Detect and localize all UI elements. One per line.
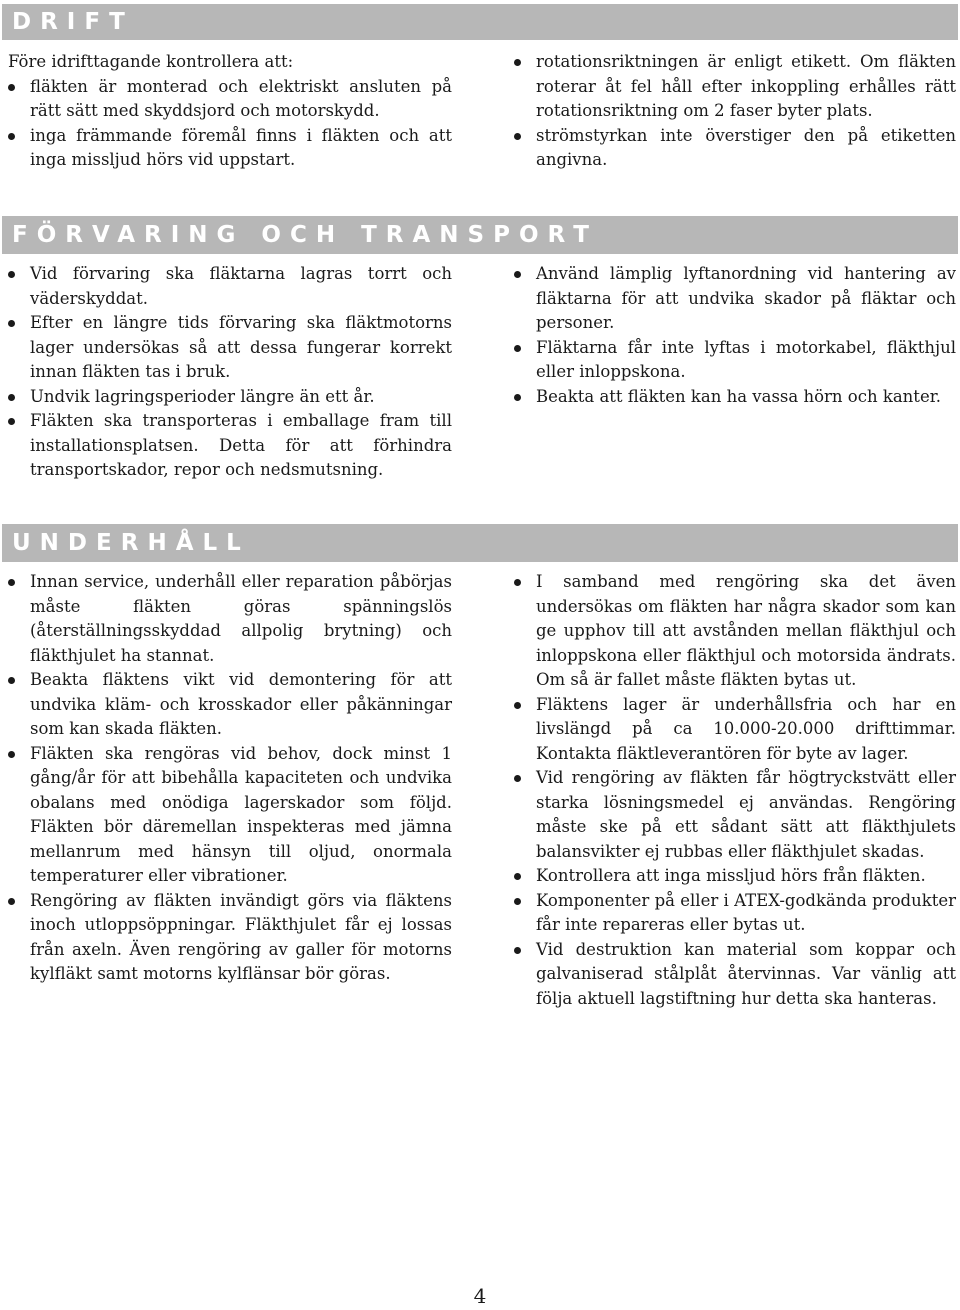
list-item: Fläktarna får inte lyftas i motorkabel, fläkthjul eller inloppskona. bbox=[514, 336, 956, 385]
forvaring-left-list bbox=[8, 262, 452, 483]
list-item: strömstyrkan inte överstiger den på etiketten angivna. bbox=[514, 124, 956, 173]
drift-intro: Före idrifttagande kontrollera att: bbox=[8, 52, 294, 71]
drift-left-column bbox=[8, 50, 452, 173]
list-item: Efter en längre tids förvaring ska fläktmotorns lager undersökas så att dessa fungerar korrekt innan fläkten tas i bruk. bbox=[8, 311, 452, 385]
section-header-forvaring: FÖRVARING OCH TRANSPORT bbox=[2, 216, 958, 254]
list-item: Fläkten ska transporteras i emballage fram till installationsplatsen. Detta för att förhindra transportskador, repor och nedsmutsning. bbox=[8, 409, 452, 483]
list-item: Vid destruktion kan material som koppar och galvaniserad stålplåt återvinnas. Var vänlig att följa aktuell lagstiftning hur detta ska hanteras. bbox=[514, 938, 956, 1012]
underhall-left-list bbox=[8, 570, 452, 987]
list-item: I samband med rengöring ska det även undersökas om fläkten har några skador som kan ge upphov till att avstånden mellan fläkthjul och inloppskona eller fläkthjul och motorsida ändrats. Om så är fallet måste fläkten bytas ut. bbox=[514, 570, 956, 693]
list-item: Vid rengöring av fläkten får högtryckstvätt eller starka lösningsmedel ej användas. Rengöring måste ske på ett sådant sätt att fläkthjulets balansvikter ej rubbas eller fläkthjulet skadas. bbox=[514, 766, 956, 864]
list-item: fläkten är monterad och elektriskt ansluten på rätt sätt med skyddsjord och motorskydd. bbox=[8, 75, 452, 124]
forvaring-right-list bbox=[514, 262, 956, 409]
list-item: Rengöring av fläkten invändigt görs via fläktens inoch utloppsöppningar. Fläkthjulet får ej lossas från axeln. Även rengöring av galler för motorns kylfläkt samt motorns kylflänsar bör göras. bbox=[8, 889, 452, 987]
underhall-right-list bbox=[514, 570, 956, 1011]
list-item: Använd lämplig lyftanordning vid hantering av fläktarna för att undvika skador på fläktar och personer. bbox=[514, 262, 956, 336]
page-number: 4 bbox=[473, 1284, 487, 1308]
list-item: Beakta fläktens vikt vid demontering för att undvika kläm- och krosskador eller påkänningar som kan skada fläkten. bbox=[8, 668, 452, 742]
list-item: Fläkten ska rengöras vid behov, dock minst 1 gång/år för att bibehålla kapaciteten och undvika obalans med onödiga lagerskador som följd. Fläkten bör däremellan inspekteras med jämna mellanrum med hänsyn till oljud, onormala temperaturer eller vibrationer. bbox=[8, 742, 452, 889]
list-item: Beakta att fläkten kan ha vassa hörn och kanter. bbox=[514, 385, 956, 410]
drift-right-column bbox=[514, 50, 956, 173]
list-item: rotationsriktningen är enligt etikett. Om fläkten roterar åt fel håll efter inkoppling erhålles rätt rotationsriktning om 2 faser byter plats. bbox=[514, 50, 956, 124]
section-header-underhall: UNDERHÅLL bbox=[2, 524, 958, 562]
list-item: inga främmande föremål finns i fläkten och att inga missljud hörs vid uppstart. bbox=[8, 124, 452, 173]
drift-left-list bbox=[8, 75, 452, 173]
drift-right-list bbox=[514, 50, 956, 173]
list-item: Innan service, underhåll eller reparation påbörjas måste fläkten göras spänningslös (återställningsskyddad allpolig brytning) och fläkthjulet ha stannat. bbox=[8, 570, 452, 668]
forvaring-right-column bbox=[514, 262, 956, 409]
list-item: Kontrollera att inga missljud hörs från fläkten. bbox=[514, 864, 956, 889]
list-item: Undvik lagringsperioder längre än ett år. bbox=[8, 385, 452, 410]
forvaring-left-column bbox=[8, 262, 452, 483]
list-item: Komponenter på eller i ATEX-godkända produkter får inte repareras eller bytas ut. bbox=[514, 889, 956, 938]
list-item: Vid förvaring ska fläktarna lagras torrt och väderskyddat. bbox=[8, 262, 452, 311]
list-item: Fläktens lager är underhållsfria och har en livslängd på ca 10.000-20.000 drifttimmar. Kontakta fläktleverantören för byte av lager. bbox=[514, 693, 956, 767]
underhall-right-column bbox=[514, 570, 956, 1011]
underhall-left-column bbox=[8, 570, 452, 987]
section-header-drift: DRIFT bbox=[2, 4, 958, 40]
